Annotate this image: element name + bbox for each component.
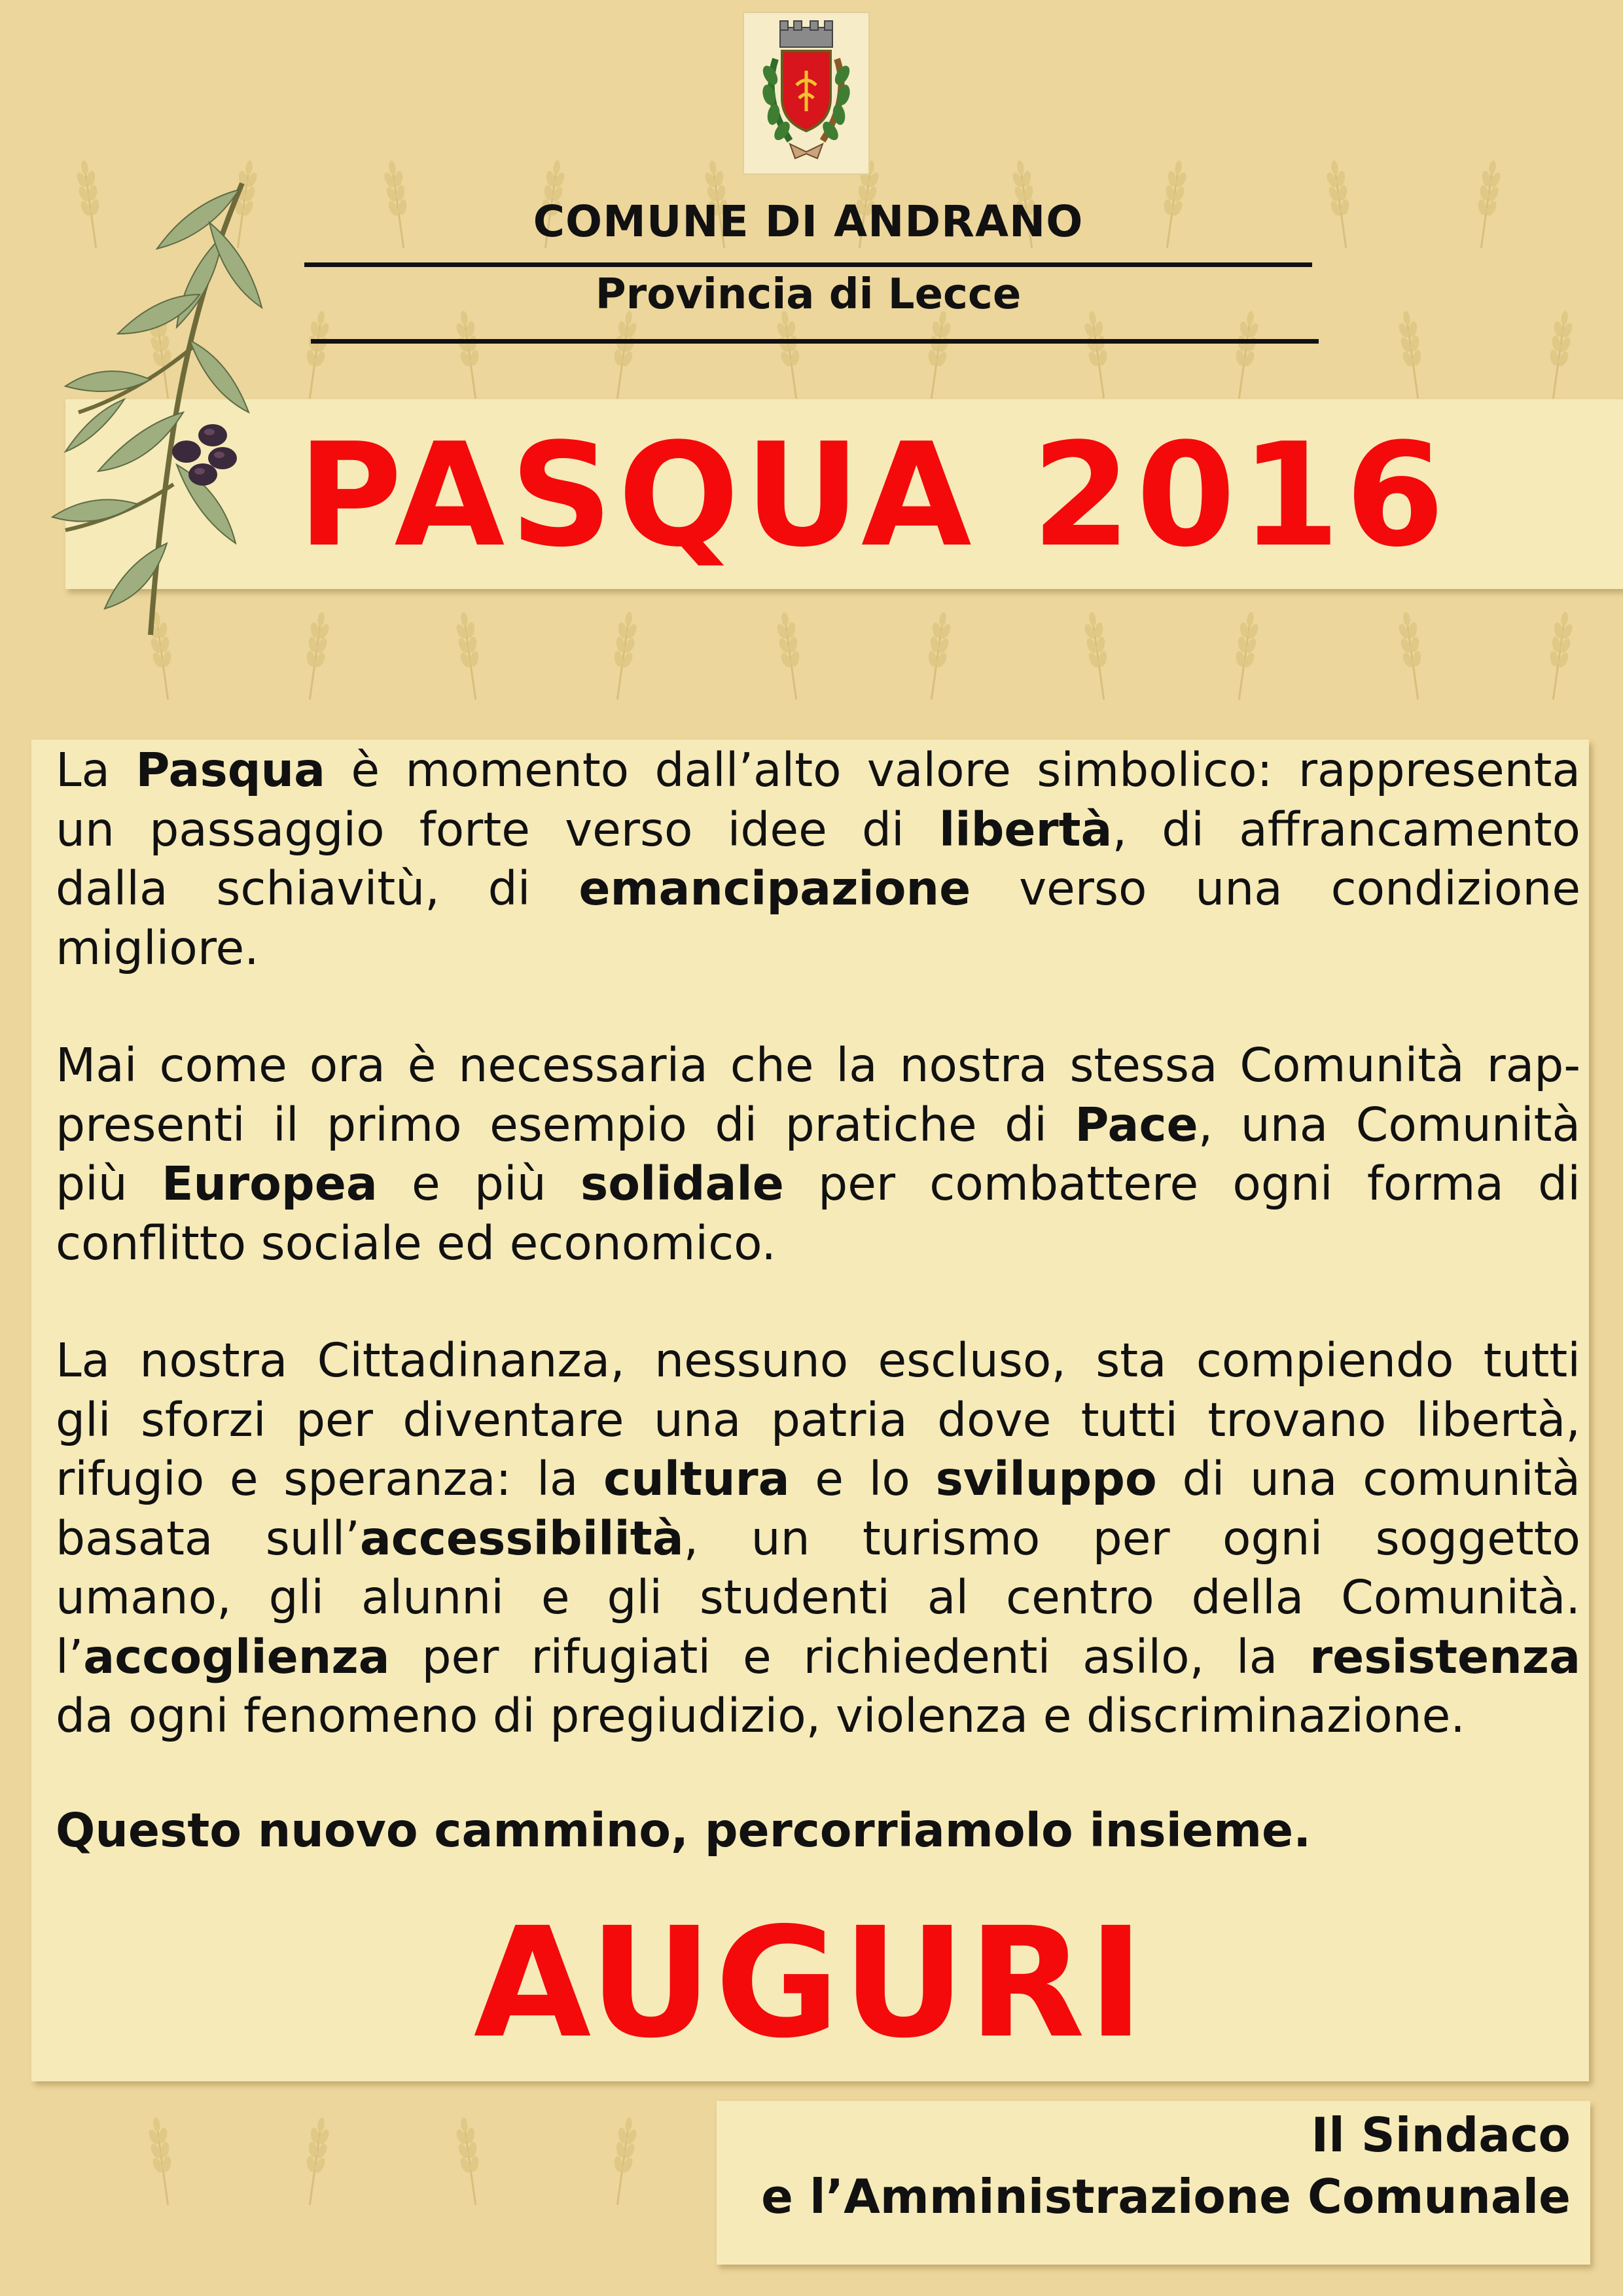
signature-line-2: e l’Amministrazione Comunale bbox=[761, 2169, 1571, 2224]
wheat-ear-icon bbox=[1081, 611, 1115, 701]
text-run: , una Comunità bbox=[1198, 1097, 1580, 1152]
municipality-name: COMUNE DI ANDRANO bbox=[533, 196, 1084, 247]
wheat-ear-icon bbox=[1323, 159, 1357, 249]
text-line bbox=[56, 1450, 1580, 1509]
message-paragraph-2 bbox=[56, 1036, 1580, 1273]
keyword-bold: Pasqua bbox=[135, 743, 326, 797]
text-line bbox=[56, 1214, 1580, 1274]
greeting-heading: AUGURI bbox=[473, 1895, 1147, 2072]
wheat-ear-icon bbox=[774, 310, 807, 400]
wheat-ear-icon bbox=[1228, 611, 1262, 701]
keyword-bold: emancipazione bbox=[579, 861, 971, 916]
text-run: La nostra Cittadinanza, nessuno escluso, sta compiendo tutti bbox=[56, 1333, 1580, 1388]
keyword-bold: sviluppo bbox=[935, 1452, 1157, 1506]
text-run: e lo bbox=[789, 1452, 936, 1506]
coat-of-arms-icon bbox=[743, 12, 870, 175]
text-line bbox=[56, 741, 1580, 800]
text-run: un passaggio forte verso idee di bbox=[56, 802, 939, 857]
keyword-bold: accoglienza bbox=[83, 1629, 390, 1684]
text-line bbox=[56, 1096, 1580, 1155]
wheat-ear-icon bbox=[921, 611, 954, 701]
text-run: l’ bbox=[56, 1629, 84, 1684]
poster-title: PASQUA 2016 bbox=[297, 413, 1450, 579]
wheat-ear-icon bbox=[453, 310, 486, 400]
wheat-ear-icon bbox=[1543, 611, 1576, 701]
text-run: gli sforzi per diventare una patria dove tutti trovano libertà, bbox=[56, 1392, 1580, 1447]
text-run: rifugio e speranza: la bbox=[56, 1452, 604, 1506]
text-run: di una comunità bbox=[1156, 1452, 1580, 1506]
text-run: e più bbox=[377, 1157, 580, 1211]
wheat-ear-icon bbox=[1471, 159, 1504, 249]
wheat-ear-icon bbox=[607, 310, 640, 400]
text-run: Mai come ora è necessaria che la nostra stessa Comunità rap- bbox=[56, 1038, 1580, 1092]
text-run: umano, gli alunni e gli studenti al centro della Comunità. bbox=[56, 1570, 1580, 1624]
closing-line: Questo nuovo cammino, percorriamolo insieme. bbox=[56, 1803, 1311, 1857]
keyword-bold: cultura bbox=[603, 1452, 790, 1506]
keyword-bold: libertà bbox=[938, 802, 1113, 857]
text-run: , di affrancamento bbox=[1112, 802, 1580, 857]
text-line bbox=[56, 1568, 1580, 1628]
wheat-ear-icon bbox=[1081, 310, 1115, 400]
olive-branch-icon bbox=[26, 177, 288, 648]
wheat-ear-icon bbox=[145, 2116, 179, 2206]
text-line bbox=[56, 800, 1580, 860]
text-line bbox=[56, 1155, 1580, 1214]
keyword-bold: solidale bbox=[580, 1157, 784, 1211]
wheat-ear-icon bbox=[607, 611, 640, 701]
text-run: , un turismo per ogni soggetto bbox=[683, 1511, 1580, 1566]
text-run: verso una condizione bbox=[971, 861, 1581, 916]
wheat-ear-icon bbox=[774, 611, 807, 701]
text-run: migliore. bbox=[56, 920, 259, 975]
wheat-ear-icon bbox=[1543, 310, 1576, 400]
text-run: per combattere ogni forma di bbox=[783, 1157, 1580, 1211]
signature-line-1: Il Sindaco bbox=[1311, 2108, 1571, 2162]
keyword-bold: Europea bbox=[162, 1157, 378, 1211]
keyword-bold: accessibilità bbox=[359, 1511, 684, 1566]
text-run: da ogni fenomeno di pregiudizio, violenza e discriminazione. bbox=[56, 1689, 1465, 1743]
wheat-ear-icon bbox=[607, 2116, 640, 2206]
wheat-ear-icon bbox=[1395, 611, 1429, 701]
keyword-bold: Pace bbox=[1075, 1097, 1198, 1152]
wheat-ear-icon bbox=[921, 310, 954, 400]
message-paragraph-1 bbox=[56, 741, 1580, 978]
text-run: dalla schiavitù, di bbox=[56, 861, 579, 916]
text-line bbox=[56, 1036, 1580, 1096]
text-line bbox=[56, 1331, 1580, 1391]
text-line bbox=[56, 1391, 1580, 1450]
text-run: è momento dall’alto valore simbolico: rappresenta bbox=[325, 743, 1580, 797]
text-line bbox=[56, 1628, 1580, 1687]
text-line bbox=[56, 919, 1580, 978]
wheat-ear-icon bbox=[299, 310, 332, 400]
wheat-ear-icon bbox=[453, 2116, 486, 2206]
text-line bbox=[56, 859, 1580, 919]
text-line bbox=[56, 1687, 1580, 1746]
text-run: più bbox=[56, 1157, 162, 1211]
wheat-ear-icon bbox=[299, 611, 332, 701]
message-paragraph-3 bbox=[56, 1331, 1580, 1746]
wheat-ear-icon bbox=[299, 2116, 332, 2206]
text-run: La bbox=[56, 743, 136, 797]
wheat-ear-icon bbox=[1228, 310, 1262, 400]
text-run: presenti il primo esempio di pratiche di bbox=[56, 1097, 1075, 1152]
wheat-ear-icon bbox=[1395, 310, 1429, 400]
province-name: Provincia di Lecce bbox=[595, 270, 1022, 319]
header-divider-bottom bbox=[311, 339, 1319, 344]
wheat-ear-icon bbox=[453, 611, 486, 701]
text-run: conflitto sociale ed economico. bbox=[56, 1215, 776, 1270]
keyword-bold: resistenza bbox=[1310, 1629, 1580, 1684]
header-divider-top bbox=[304, 262, 1312, 267]
text-line bbox=[56, 1509, 1580, 1569]
text-run: basata sull’ bbox=[56, 1511, 360, 1566]
text-run: per rifugiati e richiedenti asilo, la bbox=[389, 1629, 1310, 1684]
